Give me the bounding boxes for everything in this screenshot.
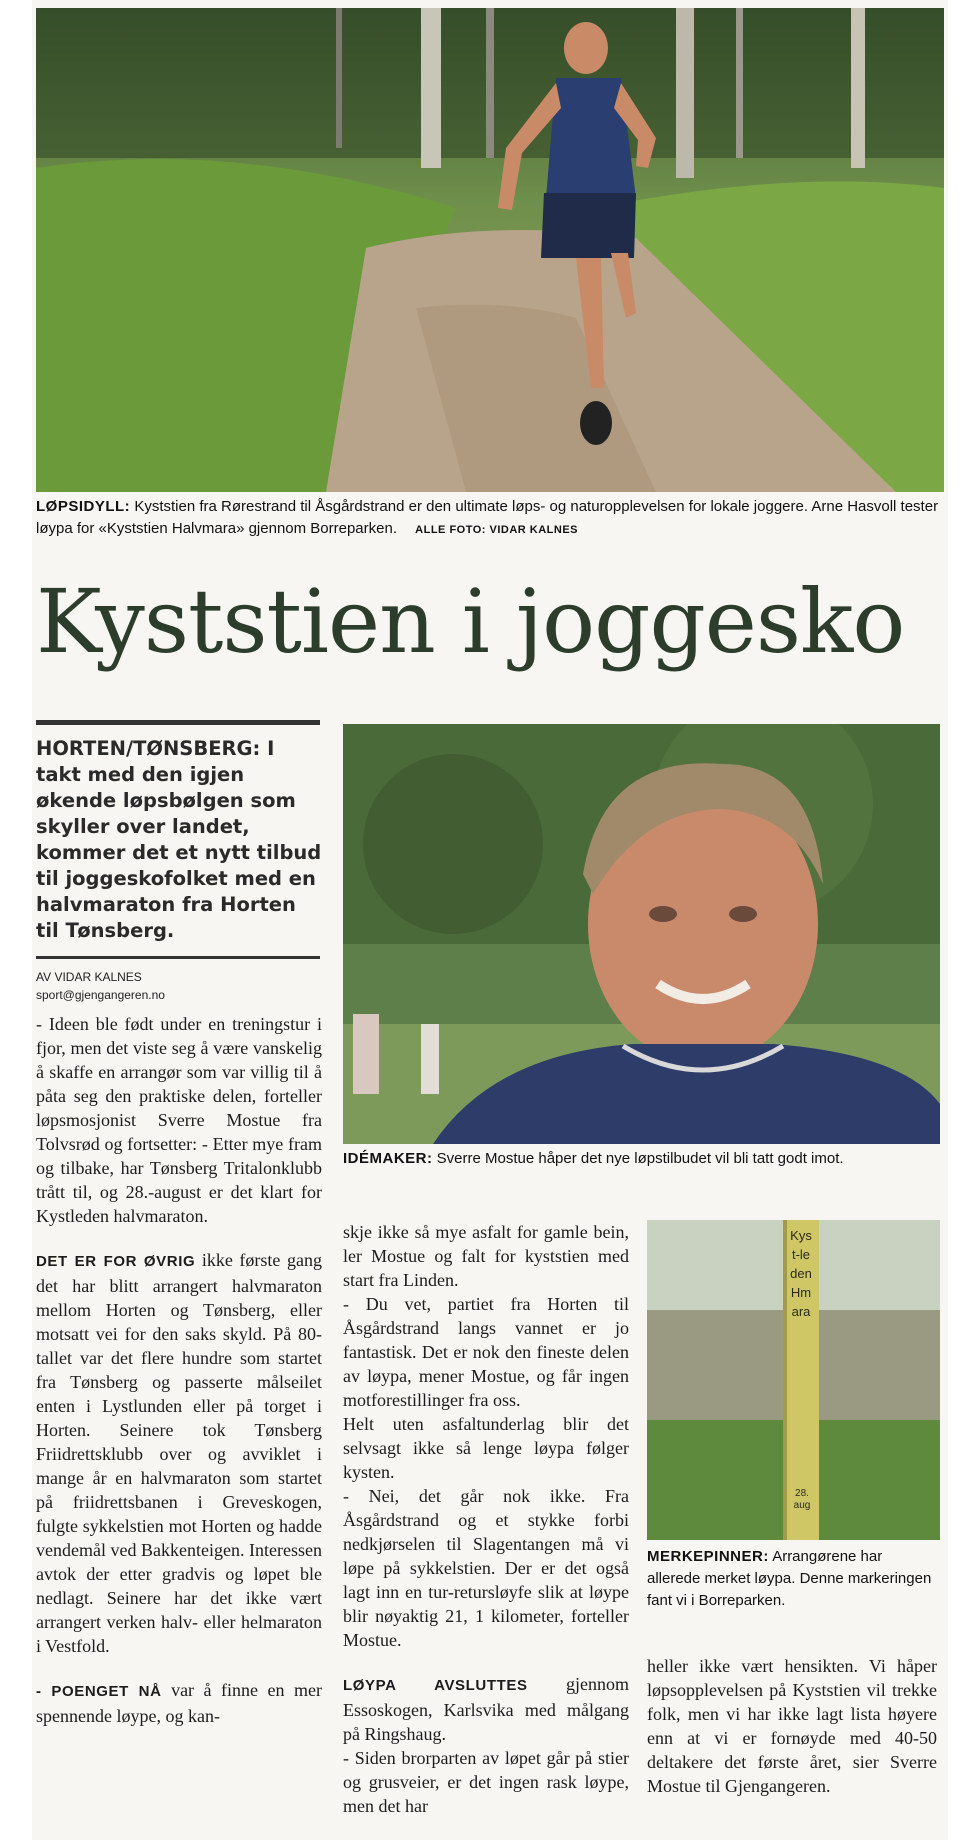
marker-post-label: Kyst-leden Hmara <box>790 1228 812 1319</box>
byline-author: AV VIDAR KALNES <box>36 970 142 984</box>
col1-kicker-2: DET ER FOR ØVRIG <box>36 1253 196 1270</box>
runner-photo-caption <box>36 496 941 541</box>
lead-kicker: HORTEN/TØNSBERG: <box>36 737 261 760</box>
col1-text-3: var å finne en mer spennende løype, og kan- <box>36 1680 323 1726</box>
col2-text-5: gjennom Essoskogen, Karlsvika med målgang på Ringshaug. <box>343 1674 629 1744</box>
col1-paragraph-2 <box>36 1248 322 1658</box>
col1-paragraph-1: - Ideen ble født under en treningstur i fjor, men det viste seg å være vanskelig å skaffe en arrangør som var villig til å påta seg den praktiske delen, forteller løpsmosjonist Sverre Mostue fra Tolvsrød og fortsetter: - Etter mye fram og tilbake, har Tønsberg Tritalonklubb trått til, og 28.-august er det klart for Kystleden halvmaraton. <box>36 1014 322 1226</box>
col1-paragraph-3 <box>36 1678 322 1728</box>
col2-paragraph-6: - Siden brorparten av løpet går på stier og grusveier, er det ingen rask løype, men det har <box>343 1748 629 1816</box>
headline: Kyststien i joggesko <box>36 570 905 673</box>
marker-caption <box>647 1546 937 1612</box>
col2-kicker-5: LØYPA AVSLUTTES <box>343 1677 528 1694</box>
article-column-3 <box>647 1654 937 1798</box>
caption-kicker: LØPSIDYLL: <box>36 498 131 515</box>
caption-text: Kyststien fra Rørestrand til Åsgårdstrand er den ultimate løps- og naturopplevelsen for lokale joggere. Arne Hasvoll tester løypa for «Kyststien Halvmara» gjennom Borreparken. <box>36 498 939 537</box>
lead-paragraph <box>36 736 322 944</box>
byline <box>36 968 165 1004</box>
col2-paragraph-1: skje ikke så mye asfalt for gamle bein, ler Mostue og falt for kyststien med start fra Linden. <box>343 1222 629 1290</box>
article-column-1 <box>36 1012 322 1728</box>
runner-photo <box>36 8 944 492</box>
col2-paragraph-5 <box>343 1672 629 1746</box>
lead-top-rule <box>36 720 320 725</box>
lead-text: I takt med den igjen økende løpsbølgen som skyller over landet, kommer det et nytt tilbud til joggeskofolket med en halvmaraton fra Horten til Tønsberg. <box>36 737 322 942</box>
marker-caption-text: Arrangørene har allerede merket løypa. Denne markeringen fant vi i Borreparken. <box>647 1548 932 1609</box>
portrait-caption-text: Sverre Mostue håper det nye løpstilbudet vil bli tatt godt imot. <box>436 1150 844 1167</box>
col2-paragraph-2: - Du vet, partiet fra Horten til Åsgårdstrand langs vannet er jo fantastisk. Det er nok den fineste delen av løypa, mener Mostue, og får ingen motforestillinger fra oss. <box>343 1294 629 1410</box>
portrait-caption-kicker: IDÉMAKER: <box>343 1150 433 1167</box>
col2-paragraph-4: - Nei, det går nok ikke. Fra Åsgårdstrand og et stykke forbi nedkjørselen til Slagentangen må vi løpe på sykkelstien. Der er det også lagt inn en tur-retursløyfe slik at løype blir nøyaktig 21, 1 kilometer, forteller Mostue. <box>343 1486 629 1650</box>
lead-bottom-rule <box>36 956 320 959</box>
portrait-photo <box>343 724 940 1144</box>
photo-credit: ALLE FOTO: VIDAR KALNES <box>415 524 579 536</box>
portrait-caption <box>343 1148 933 1170</box>
marker-caption-kicker: MERKEPINNER: <box>647 1548 769 1565</box>
col1-kicker-3: - POENGET NÅ <box>36 1683 162 1700</box>
col2-paragraph-3: Helt uten asfaltunderlag blir det selvsagt ikke så lenge løypa følger kysten. <box>343 1414 629 1482</box>
byline-email: sport@gjengangeren.no <box>36 988 165 1002</box>
col3-paragraph-1: heller ikke vært hensikten. Vi håper løpsopplevelsen på Kyststien vil trekke folk, men vi har ikke lagt lista høyere enn at vi er fornøyde med 40-50 deltakere det første året, sier Sverre Mostue til Gjengangeren. <box>647 1656 937 1796</box>
marker-post-date: 28. aug <box>793 1488 811 1511</box>
marker-post-photo <box>647 1220 940 1540</box>
col1-text-2: ikke første gang det har blitt arrangert halvmaraton mellom Horten og Tønsberg, eller motsatt vei for den saks skyld. På 80-tallet var det flere hundre som startet fra Tønsberg og passerte målseilet enten i Lystlunden eller på torget i Horten. Seinere tok Tønsberg Friidrettsklubb over og avviklet i mange år en halvmaraton som startet på friidrettsbanen i Greveskogen, fulgte sykkelstien mot Horten og hadde vendemål ved Bakkenteigen. Interessen avtok der etter gradvis og løpet ble nedlagt. Seinere har det ikke vært arrangert verken halv- eller helmaraton i Vestfold. <box>36 1250 322 1656</box>
article-column-2 <box>343 1220 629 1818</box>
